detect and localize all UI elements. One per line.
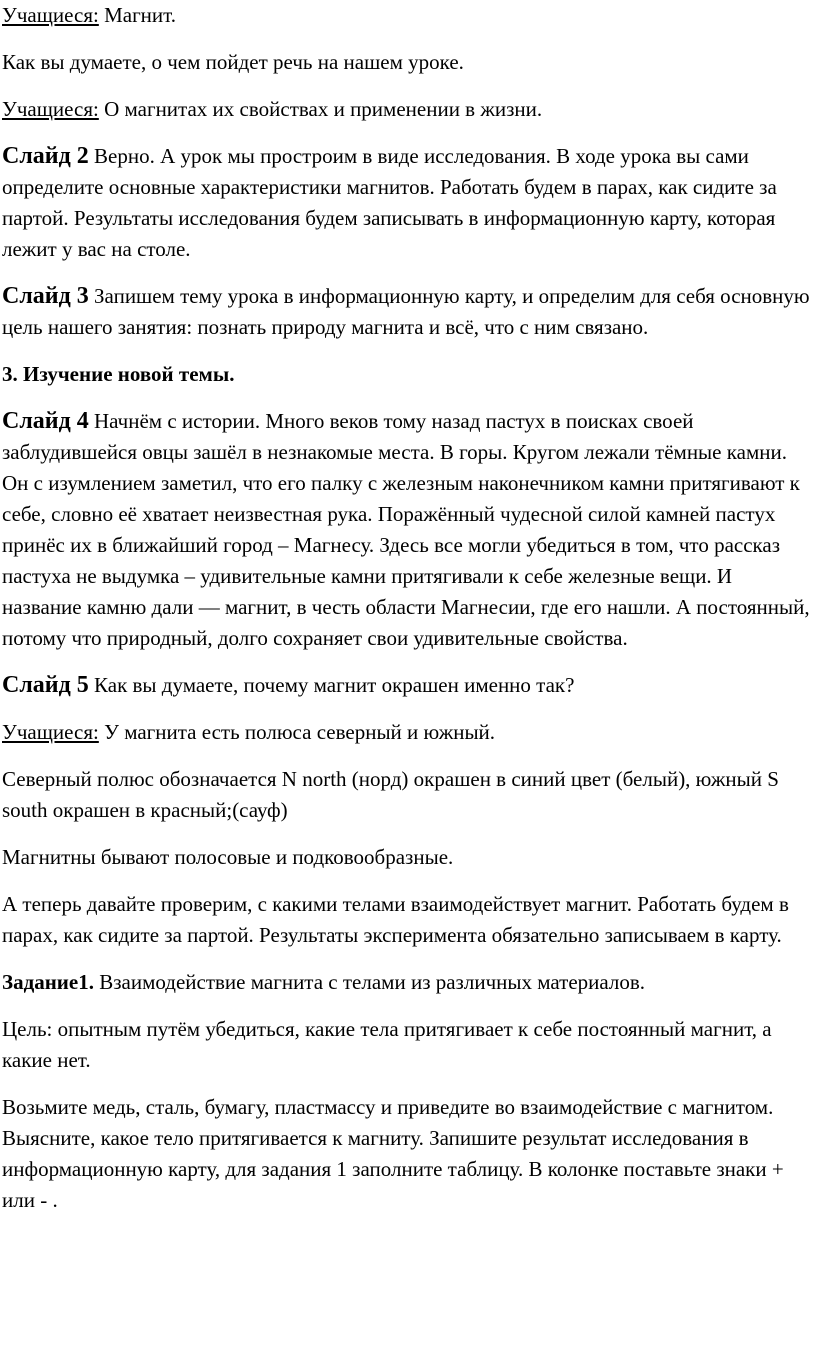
section-heading-text: 3. Изучение новой темы. (2, 362, 235, 386)
paragraph-experiment-intro (2, 889, 812, 951)
speaker-label: Учащиеся: (2, 720, 99, 744)
paragraph-text: Запишем тему урока в информационную карту, и определим для себя основную цель нашего занятия: познать природу магнита и всё, что с ним связано. (2, 284, 810, 339)
paragraph-text: Начнём с истории. Много веков тому назад пастух в поисках своей заблудившейся овцы зашёл в незнакомые места. В горы. Кругом лежали тёмные камни. Он с изумлением заметил, что его палку с железным наконечником камни притягивают к себе, словно её хватает неизвестная рука. Поражённый чудесной силой камней пастух принёс их в ближайший город – Магнесу. Здесь все могли убедиться в том, что рассказ пастуха не выдумка – удивительные камни притягивали к себе железные вещи. И название камню дали — магнит, в честь области Магнесии, где его нашли. А постоянный, потому что природный, долго сохраняет свои удивительные свойства. (2, 409, 810, 650)
speaker-label: Учащиеся: (2, 3, 99, 27)
paragraph-students-poles (2, 717, 812, 748)
slide-label: Слайд 2 (2, 143, 89, 169)
paragraph-students-magnet (2, 0, 812, 31)
paragraph-text: Как вы думаете, о чем пойдет речь на нашем уроке. (2, 50, 464, 74)
paragraph-slide-2 (2, 141, 812, 265)
slide-label: Слайд 5 (2, 672, 89, 698)
paragraph-slide-4 (2, 406, 812, 654)
paragraph-text: Магнитны бывают полосовые и подковообразные. (2, 845, 454, 869)
paragraph-task-1 (2, 967, 812, 998)
paragraph-instructions (2, 1092, 812, 1216)
speaker-label: Учащиеся: (2, 97, 99, 121)
paragraph-text: Как вы думаете, почему магнит окрашен именно так? (88, 673, 575, 697)
paragraph-text: Верно. А урок мы простроим в виде исследования. В ходе урока вы сами определите основные характеристики магнитов. Работать будем в парах, как сидите за партой. Результаты исследования будем записывать в информационную карту, которая лежит у вас на столе. (2, 144, 777, 261)
paragraph-text: Цель: опытным путём убедиться, какие тела притягивает к себе постоянный магнит, а какие нет. (2, 1017, 772, 1072)
paragraph-magnet-types (2, 842, 812, 873)
document-page (2, 0, 812, 1216)
slide-label: Слайд 3 (2, 283, 89, 309)
paragraph-text: Возьмите медь, сталь, бумагу, пластмассу и приведите во взаимодействие с магнитом. Выясните, какое тело притягивается к магниту. Запишите результат исследования в информационную карту, для задания 1 заполните таблицу. В колонке поставьте знаки + или - . (2, 1095, 784, 1212)
paragraph-students-answer (2, 94, 812, 125)
paragraph-north-south (2, 764, 812, 826)
task-label: Задание1. (2, 970, 94, 994)
paragraph-slide-3 (2, 281, 812, 343)
paragraph-text: У магнита есть полюса северный и южный. (98, 720, 496, 744)
section-heading (2, 359, 812, 390)
paragraph-text: Взаимодействие магнита с телами из различных материалов. (93, 970, 646, 994)
paragraph-goal (2, 1014, 812, 1076)
paragraph-text: Северный полюс обозначается N north (норд) окрашен в синий цвет (белый), южный S south окрашен в красный;(сауф) (2, 767, 779, 822)
paragraph-text: А теперь давайте проверим, с какими телами взаимодействует магнит. Работать будем в парах, как сидите за партой. Результаты эксперимента обязательно записываем в карту. (2, 892, 789, 947)
paragraph-text: О магнитах их свойствах и применении в жизни. (98, 97, 543, 121)
paragraph-question (2, 47, 812, 78)
slide-label: Слайд 4 (2, 408, 89, 434)
paragraph-slide-5 (2, 670, 812, 701)
paragraph-text: Магнит. (98, 3, 177, 27)
